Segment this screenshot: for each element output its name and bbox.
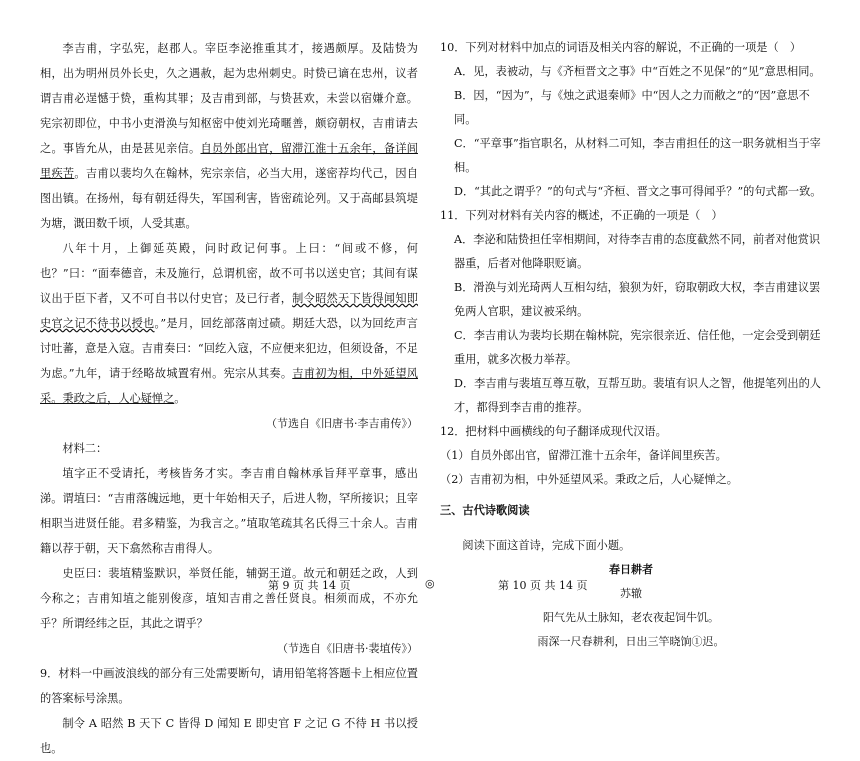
question-10-option-d: D．“其此之谓乎？”的句式与“齐桓、晋文之事可得闻乎？”的句式都一致。 [454,185,822,198]
question-11: 11．下列对材料有关内容的概述，不正确的一项是（ ） [440,209,723,222]
para2-underlined: 吉甫初为相，中外延望风采。秉政之后，人心疑惮之 [40,367,418,405]
para1-text-a: 李吉甫，字弘宪，赵郡人。宰臣李泌推重其才，接遇颇厚。及陆贽为相，出为明州员外长史，久之遇赦，起为忠州刺史。时贽已谪在忠州，议者谓吉甫必逞憾于贽，重构其罪；及吉甫到部，与贽甚欢，未尝以宿嫌介意。宪宗初即位，中书小吏滑涣与知枢密中使刘光琦暱善，颇窃朝权，吉甫请去之。事皆允从，由是甚见亲信。 [40,42,418,155]
para2-text-c: 期廷大恐，以为回纥声言讨吐蕃，意是入寇。吉甫奏曰：“回纥入寇，不应便来犯边，但须设备，不足为虑。”九年，请于经略故城置宥州。宪宗从其奏。 [40,317,418,380]
center-mark-icon: ◎ [425,577,435,590]
material-1-paragraph-2 [40,236,418,411]
para2-text-b: 。”是月，回纥部落南过碛。 [154,317,293,330]
question-9: 9．材料一中画波浪线的部分有三处需要断句，请用铅笔将答题卡上相应位置的答案标号涂黑。 [40,667,418,705]
material-1-paragraph-1 [40,36,418,236]
question-12-item-1: （1）自员外郎出官，留滞江淮十五余年，备详闾里疾苦。 [440,449,727,462]
material-2-title: 材料二： [62,442,108,455]
para1-underlined: 自员外郎出官，留滞江淮十五余年，备详闾里疾苦 [40,142,418,180]
question-12-item-2: （2）吉甫初为相，中外延望风采。秉政之后，人心疑惮之。 [440,473,738,486]
page-number-left: 第 9 页 共 14 页 [268,579,351,592]
section-3-intro: 阅读下面这首诗，完成下面小题。 [462,539,631,553]
material-2-paragraph-2: 史臣曰：裴埴精鉴默识，举贤任能，辅弼王道。故元和朝廷之政，人到今称之；吉甫知埴之能别俊彦，埴知吉甫之善任贤良。相须而成，不亦允乎？所谓经纬之臣，其此之谓乎？ [40,567,418,630]
source-note-2: （节选自《旧唐书·裴埴传》） [277,642,418,655]
poem-title: 春日耕者 [609,563,653,577]
question-12: 12．把材料中画横线的句子翻译成现代汉语。 [440,425,667,438]
question-11-option-c: C．李吉甫认为裴均长期在翰林院，宪宗很亲近、信任他，一定会受到朝廷重用，就多次极力举荐。 [454,329,821,366]
question-10-option-a: A．见，表被动，与《齐桓晋文之事》中“百姓之不见保”的“见”意思相同。 [454,65,821,78]
question-11-option-d: D．李吉甫与裴埴互尊互敬，互帮互助。裴埴有识人之智，他提笔列出的人才，都得到李吉甫的推荐。 [454,377,821,414]
right-column [440,36,822,654]
question-11-option-b: B．滑涣与刘光琦两人互相勾结，狼狈为奸，窃取朝政大权，李吉甫建议罢免两人官职，建议被采纳。 [454,281,821,318]
question-11-option-a: A．李泌和陆贽担任宰相期间，对待李吉甫的态度截然不同，前者对他赏识器重，后者对他降职贬谪。 [454,233,821,270]
left-column [40,36,418,761]
para2-wavy-underlined: 制令昭然天下皆得闻知即史官之记不待书以授也 [40,292,418,330]
poem-author: 苏辙 [620,587,642,601]
section-3-heading: 三、古代诗歌阅读 [440,503,530,517]
question-10-option-c: C．“平章事”指官职名，从材料二可知，李吉甫担任的这一职务就相当于宰相。 [454,137,821,174]
para1-text-b: 。吉甫以裴均久在翰林，宪宗亲信，必当大用，遂密荐均代己，因自图出镇。在扬州，每有朝廷得失，军国利害，皆密疏论列。又于高邮县筑堤为塘，溉田数千顷，人受其惠。 [40,167,418,230]
question-10-option-b: B．因，“因为”，与《烛之武退秦师》中“因人之力而敝之”的“因”意思不同。 [454,89,810,126]
material-2-paragraph-1: 埴字正不受请托，考核皆务才实。李吉甫自翰林承旨拜平章事，感出涕。谓埴曰：“吉甫落魄远地，更十年始相天子，后进人物，罕所接识；且宰相职当进贤任能。君多精鉴，为我言之。”埴取笔疏其名氏得三十余人。吉甫籍以荐于朝，天下翕然称吉甫得人。 [40,467,418,555]
poem-line-2: 雨深一尺春耕利，日出三竿晓饷①迟。 [537,635,725,649]
source-note-1: （节选自《旧唐书·李吉甫传》） [266,417,418,430]
para2-text-a: 八年十月，上御延英殿，问时政记何事。上曰：“间或不修，何也？”曰：“面奉德音，未及施行，总谓机密，故不可书以送史官；其间有谋议出于臣下者，又不可自书以付史官；及已行者， [40,242,418,305]
question-10: 10．下列对材料中加点的词语及相关内容的解说，不正确的一项是（ ） [440,41,802,54]
para2-end: 。 [174,392,186,405]
question-9-options: 制令 A 昭然 B 天下 C 皆得 D 闻知 E 即史官 F 之记 G 不待 H 书以授也。 [40,717,418,755]
page-number-right: 第 10 页 共 14 页 [498,579,588,592]
poem-line-1: 阳气先从土脉知，老农夜起饲牛饥。 [543,611,719,625]
